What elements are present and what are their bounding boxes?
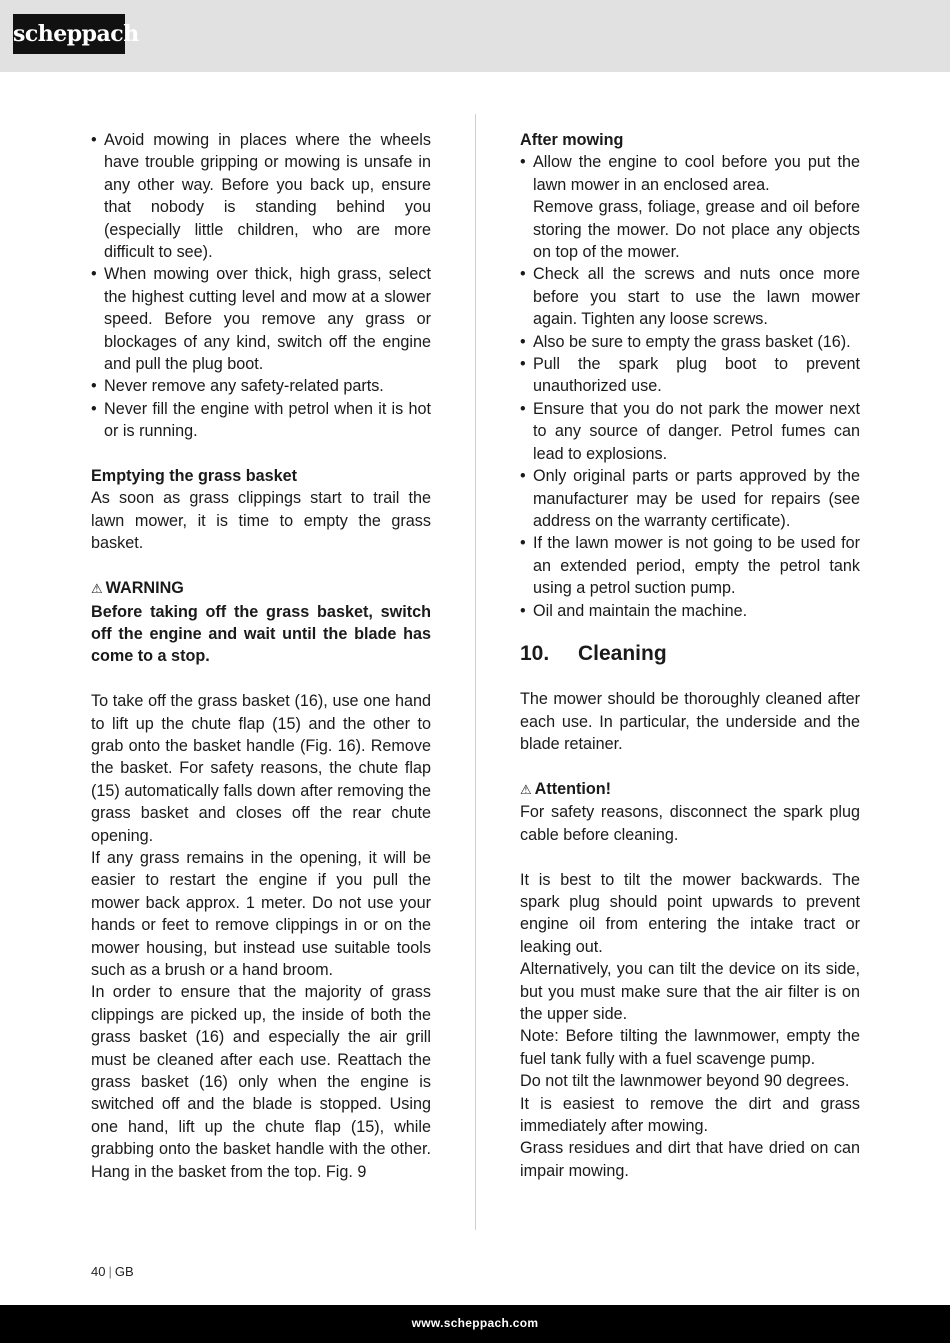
body-paragraph: Grass residues and dirt that have dried on can impair mowing. xyxy=(520,1139,860,1180)
warning-text: Before taking off the grass basket, switch off the engine and wait until the blade has come to a stop. xyxy=(91,602,431,666)
attention-label: Attention! xyxy=(534,779,612,798)
cleaning-intro: The mower should be thoroughly cleaned after each use. In particular, the underside and the blade retainer. xyxy=(520,690,860,754)
column-divider xyxy=(475,114,476,1230)
body-paragraph: It is best to tilt the mower backwards. The spark plug should point upwards to prevent engine oil from entering the intake tract or leaking out. xyxy=(520,870,860,956)
emptying-heading: Emptying the grass basket xyxy=(91,467,298,486)
body-paragraph: If any grass remains in the opening, it will be easier to restart the engine if you pull the mower back approx. 1 meter. Do not use your hands or feet to remove clippings in or on the mower housing, but instead use suitable tools such as a brush or a hand broom. xyxy=(91,848,431,979)
list-item: • Never fill the engine with petrol when it is hot or is running. xyxy=(91,398,431,443)
attention-text: For safety reasons, disconnect the spark plug cable before cleaning. xyxy=(520,803,860,844)
page-header xyxy=(0,0,950,72)
emptying-text: As soon as grass clippings start to trail the lawn mower, it is time to empty the grass basket. xyxy=(91,489,431,553)
list-item: • If the lawn mower is not going to be used for an extended period, empty the petrol tank using a petrol suction pump. xyxy=(520,532,860,599)
footer-bar xyxy=(0,1305,950,1343)
list-item: • Allow the engine to cool before you put the lawn mower in an enclosed area. Remove grass, foliage, grease and oil before storing the mower. Do not place any objects on top of the mower. xyxy=(520,151,860,263)
list-item: • Oil and maintain the machine. xyxy=(520,600,860,622)
warning-triangle-icon: ⚠ xyxy=(520,781,532,797)
list-item: • Pull the spark plug boot to prevent unauthorized use. xyxy=(520,353,860,398)
left-column xyxy=(91,129,431,1183)
body-paragraph: Do not tilt the lawnmower beyond 90 degrees. xyxy=(520,1072,850,1091)
list-item: • Ensure that you do not park the mower next to any source of danger. Petrol fumes can lead to explosions. xyxy=(520,398,860,465)
list-item: • Only original parts or parts approved by the manufacturer may be used for repairs (see address on the warranty certificate). xyxy=(520,465,860,532)
section-heading xyxy=(520,643,860,665)
right-column xyxy=(520,129,860,1182)
attention-heading xyxy=(520,778,860,801)
body-paragraph: To take off the grass basket (16), use one hand to lift up the chute flap (15) and the other to grab onto the basket handle (Fig. 16). Remove the basket. For safety reasons, the chute flap (15) automatically falls down after removing the grass basket and closes off the rear chute opening. xyxy=(91,692,431,845)
list-item: • Check all the screws and nuts once more before you start to use the lawn mower again. Tighten any loose screws. xyxy=(520,263,860,330)
section-number: 10. xyxy=(520,641,550,665)
website-link[interactable]: www.scheppach.com xyxy=(411,1316,539,1330)
list-item: • Also be sure to empty the grass basket (16). xyxy=(520,331,860,353)
warning-triangle-icon: ⚠ xyxy=(91,581,103,597)
after-mowing-list xyxy=(520,151,860,622)
page-number: 40 | GB xyxy=(91,1264,134,1279)
list-item: • Avoid mowing in places where the wheels have trouble gripping or mowing is unsafe in any other way. Before you back up, ensure that nobody is standing behind you (especially little children, who are more difficult to see). xyxy=(91,129,431,263)
body-paragraph: Alternatively, you can tilt the device on its side, but you must make sure that the air filter is on the upper side. xyxy=(520,960,860,1023)
warning-heading xyxy=(91,577,431,600)
body-paragraph: In order to ensure that the majority of grass clippings are picked up, the inside of both the grass basket (16) and especially the air grill must be cleaned after each use. Reattach the grass basket (16) only when the engine is switched off and the blade is stopped. Using one hand, lift up the chute flap (15), while grabbing onto the basket handle with the other. Hang in the basket from the top. Fig. 9 xyxy=(91,983,431,1181)
section-title: Cleaning xyxy=(578,641,667,665)
brand-logo: scheppach xyxy=(13,14,125,54)
warning-label: WARNING xyxy=(105,579,184,598)
body-paragraph: Note: Before tilting the lawnmower, empty the fuel tank fully with a fuel scavenge pump. xyxy=(520,1027,860,1068)
list-item: • Never remove any safety-related parts. xyxy=(91,375,431,397)
list-item: • When mowing over thick, high grass, select the highest cutting level and mow at a slower speed. Before you remove any grass or blockages of any kind, switch off the engine and pull the plug boot. xyxy=(91,263,431,375)
after-mowing-heading: After mowing xyxy=(520,131,624,149)
safety-bullet-list xyxy=(91,129,431,443)
body-paragraph: It is easiest to remove the dirt and grass immediately after mowing. xyxy=(520,1094,860,1136)
